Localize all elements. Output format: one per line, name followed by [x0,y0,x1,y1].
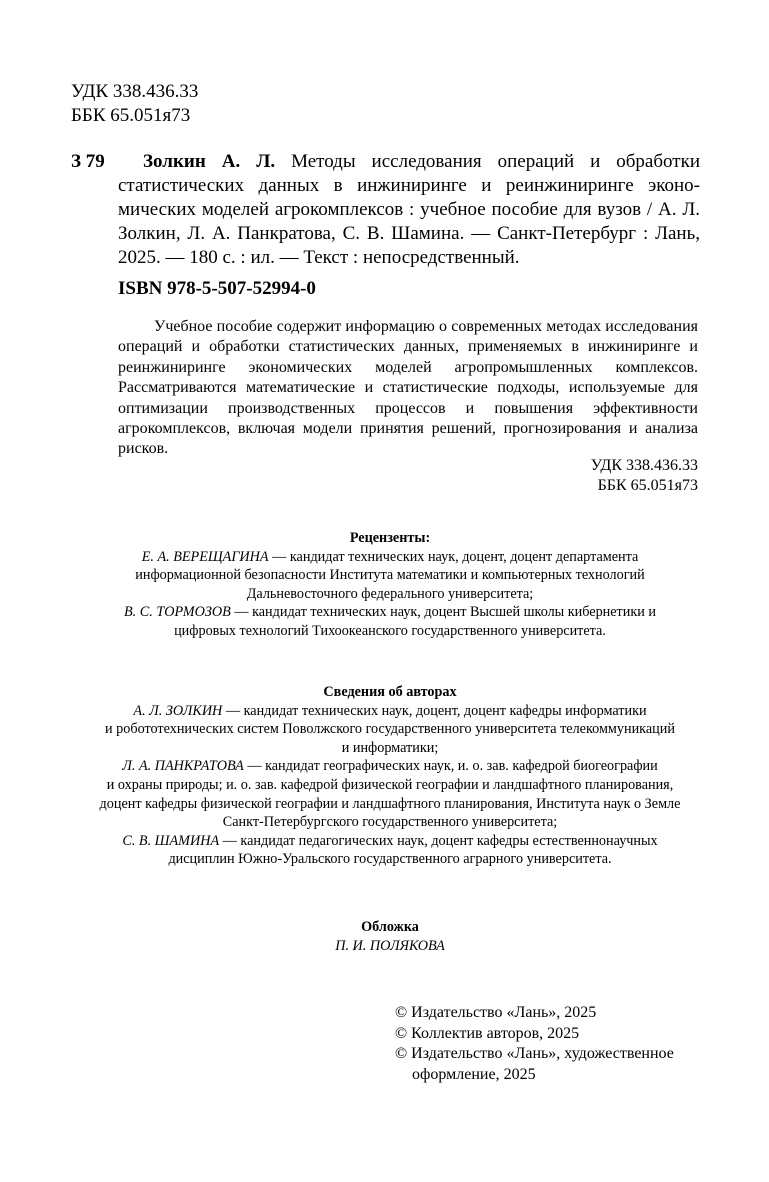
author-1-line-2: и робототехнических систем Поволжского государственного университета телекоммуникаций [105,721,675,738]
cover-designer: П. И. ПОЛЯКОВА [335,937,445,954]
author-2-line-4: Санкт-Петербургского государственного университета; [222,814,558,831]
bibliographic-description [118,150,700,270]
classification-codes [71,80,198,128]
author-3-text: — кандидат педагогических наук, доцент кафедры естественнонаучных [219,832,658,849]
authors-block [60,683,720,869]
reviewer-1-line-2: информационной безопасности Института математики и компьютерных технологий [135,567,645,584]
reviewer-2 [60,603,720,622]
author-2 [60,757,720,776]
author-1-text: — кандидат технических наук, доцент, доцент кафедры информатики [222,702,647,719]
udk-code: УДК 338.436.33 [71,81,199,102]
author-2-line-2: и охраны природы; и. о. зав. кафедрой физической географии и ландшафтного планирования, [106,776,674,793]
author-2-line-3: доцент кафедры физической географии и ландшафтного планирования, Института наук о Земле [99,795,681,812]
udk-code-right: УДК 338.436.33 [590,457,698,474]
copyright-2: © Коллектив авторов, 2025 [395,1024,580,1042]
classification-codes-right [591,456,698,496]
bbk-code: ББК 65.051я73 [71,105,191,126]
cover-heading: Обложка [361,919,419,935]
copyright-3: © Издательство «Лань», художественное [395,1045,674,1062]
reviewer-2-text: — кандидат технических наук, доцент Высшей школы кибернетики и [230,604,656,621]
author-mark: З 79 [71,151,105,172]
reviewer-1-line-3: Дальневосточного федерального университета; [246,585,534,602]
cover-credit [60,918,720,955]
reviewer-1 [60,548,720,567]
bibliographic-record [71,150,700,270]
author-heading: Золкин А. Л. [143,151,276,172]
author-1-line-3: и информатики; [341,739,439,756]
author-2-name: Л. А. ПАНКРАТОВА [122,758,244,775]
reviewer-1-text: — кандидат технических наук, доцент, доцент департамента [268,548,639,565]
reviewer-1-name: Е. А. ВЕРЕЩАГИНА [141,548,269,565]
copyright-block [395,1003,674,1085]
author-1-name: А. Л. ЗОЛКИН [133,702,223,719]
author-2-text: — кандидат географических наук, и. о. зав. кафедрой биогеографии [243,758,658,775]
isbn: ISBN 978-5-507-52994-0 [118,278,316,299]
title-description: Методы исследования операций и обработки статистических данных в инжиниринге и реинжиниринге экономических моделей агрокомплексов : учебное пособие для вузов / А. Л. Золкин, Л. А. Панкратова, С. В. Шамина. — Санкт-Петербург : Лань, 2025. — 180 с. : ил. — Текст : непосредственный. [118,151,700,268]
reviewers-heading: Рецензенты: [349,530,431,546]
author-3-name: С. В. ШАМИНА [122,832,220,849]
bbk-code-right: ББК 65.051я73 [597,477,698,494]
reviewer-2-name: В. С. ТОРМОЗОВ [124,604,231,621]
copyright-1: © Издательство «Лань», 2025 [395,1004,597,1021]
copyright-3-line-2: оформление, 2025 [412,1065,536,1083]
reviewers-block [60,529,720,641]
author-1 [60,702,720,721]
author-3-line-2: дисциплин Южно-Уральского государственного аграрного университета. [168,851,612,868]
authors-heading: Сведения об авторах [323,684,457,700]
author-3 [60,832,720,851]
reviewer-2-line-2: цифровых технологий Тихоокеанского государственного университета. [174,622,606,639]
annotation: Учебное пособие содержит информацию о современных методах исследования операций и обработки статистических данных, применяемых в инжиниринге и реинжиниринге экономических моделей агропромышленных комплексов. Рассматриваются математические и статистические подходы, используемые для оптимизации производственных процессов и повышения эффективности агрокомплексов, включая модели принятия решений, прогнозирования и анализа рисков. [118,318,698,458]
